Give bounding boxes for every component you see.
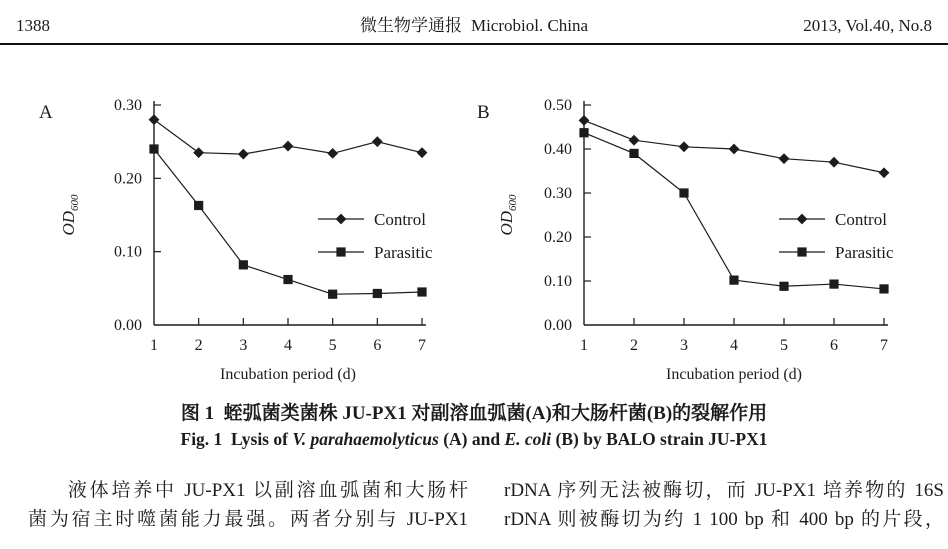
x-tick-label: 7 [880, 337, 888, 354]
x-tick-label: 6 [830, 337, 838, 354]
diamond-marker [779, 153, 790, 164]
square-marker [328, 290, 337, 299]
diamond-marker [679, 141, 690, 152]
legend-entry-parasitic [318, 243, 433, 262]
diamond-marker [372, 136, 383, 147]
diamond-marker [417, 147, 428, 158]
square-marker [879, 284, 888, 293]
x-tick-label: 2 [630, 337, 638, 354]
square-marker [797, 247, 806, 256]
y-tick-label: 0.30 [544, 185, 572, 202]
y-tick-label: 0.50 [544, 97, 572, 114]
diamond-marker [879, 167, 890, 178]
x-tick-label: 4 [284, 337, 292, 354]
x-tick-label: 5 [780, 337, 788, 354]
square-marker [579, 128, 588, 137]
y-tick-label: 0.10 [114, 243, 142, 261]
diamond-marker [336, 214, 347, 225]
diamond-marker [829, 157, 840, 168]
square-marker [336, 247, 345, 256]
diamond-marker [729, 144, 740, 155]
y-tick-label: 0.10 [544, 273, 572, 290]
body-text [0, 476, 948, 534]
caption-text: Fig. 1 Lysis of [180, 429, 293, 449]
square-marker [194, 201, 203, 210]
series-control [579, 115, 890, 178]
y-tick-label: 0.40 [544, 141, 572, 158]
square-marker [283, 275, 292, 284]
square-marker [679, 188, 688, 197]
square-marker [729, 276, 738, 285]
diamond-marker [579, 115, 590, 126]
square-marker [829, 279, 838, 288]
square-marker [373, 289, 382, 298]
x-tick-label: 6 [373, 337, 382, 354]
x-axis-title: Incubation period (d) [666, 366, 802, 383]
text-line: rDNA 序列无法被酶切，而 JU-PX1 培养物的 16S [504, 480, 944, 501]
diamond-marker [283, 141, 294, 152]
species-name: V. parahaemolyticus [292, 429, 439, 449]
diamond-marker [629, 135, 640, 146]
legend-label: Control [835, 210, 887, 229]
lysis-chart-panel-a [24, 87, 456, 391]
square-marker [417, 287, 426, 296]
text-line: 液体培养中 JU-PX1 以副溶血弧菌和大肠杆 [67, 480, 468, 501]
panel-label: B [477, 102, 490, 123]
x-tick-label: 1 [580, 337, 588, 354]
issue-info: 2013, Vol.40, No.8 [803, 16, 933, 35]
y-tick-label: 0.00 [544, 317, 572, 334]
caption-text: (A) and [438, 429, 505, 449]
square-marker [239, 260, 248, 269]
x-tick-label: 7 [418, 337, 426, 354]
series-control [149, 114, 428, 159]
x-tick-label: 3 [680, 337, 688, 354]
body-column-right [504, 476, 944, 534]
diamond-marker [149, 114, 160, 125]
legend-label: Parasitic [374, 243, 433, 262]
legend-entry-parasitic [779, 243, 894, 262]
journal-title-en: Microbiol. China [470, 16, 589, 35]
panel-label: A [39, 102, 53, 123]
figure-1-panels [24, 87, 948, 391]
legend-label: Control [374, 210, 426, 229]
y-tick-label: 0.20 [544, 229, 572, 246]
body-column-left [28, 476, 468, 534]
journal-title-cn: 微生物学通报 [359, 16, 462, 35]
square-marker [149, 144, 158, 153]
y-tick-label: 0.20 [114, 170, 142, 188]
diamond-marker [327, 148, 338, 159]
legend-label: Parasitic [835, 243, 894, 262]
square-marker [629, 149, 638, 158]
y-axis-title: $OD_{600}$ [497, 194, 519, 236]
text-line: rDNA 则被酶切为约 1 100 bp 和 400 bp 的片段， [504, 509, 944, 530]
caption-text: (B) by BALO strain JU-PX1 [551, 429, 768, 449]
page-number: 1388 [16, 16, 50, 35]
legend-entry-control [318, 210, 426, 229]
x-tick-label: 2 [194, 337, 203, 354]
species-name: E. coli [504, 429, 552, 449]
square-marker [779, 282, 788, 291]
figure-caption-cn: 图 1 蛭弧菌类菌株 JU-PX1 对副溶血弧菌(A)和大肠杆菌(B)的裂解作用 [180, 403, 768, 424]
x-axis-title: Incubation period (d) [220, 366, 356, 383]
y-tick-label: 0.30 [114, 97, 142, 114]
x-tick-label: 1 [150, 337, 158, 354]
x-tick-label: 3 [239, 337, 248, 354]
figure-caption-en [0, 427, 948, 452]
lysis-chart-panel-b [462, 87, 930, 391]
page-header [0, 0, 948, 45]
y-axis-title: $OD_{600}$ [59, 194, 81, 236]
legend-entry-control [779, 210, 887, 229]
diamond-marker [238, 149, 249, 160]
text-line: 菌为宿主时噬菌能力最强。两者分别与 JU-PX1 [28, 509, 468, 530]
y-tick-label: 0.00 [114, 317, 142, 334]
diamond-marker [193, 147, 204, 158]
x-tick-label: 5 [328, 337, 337, 354]
x-tick-label: 4 [730, 337, 738, 354]
journal-title [360, 11, 588, 36]
diamond-marker [797, 214, 808, 225]
